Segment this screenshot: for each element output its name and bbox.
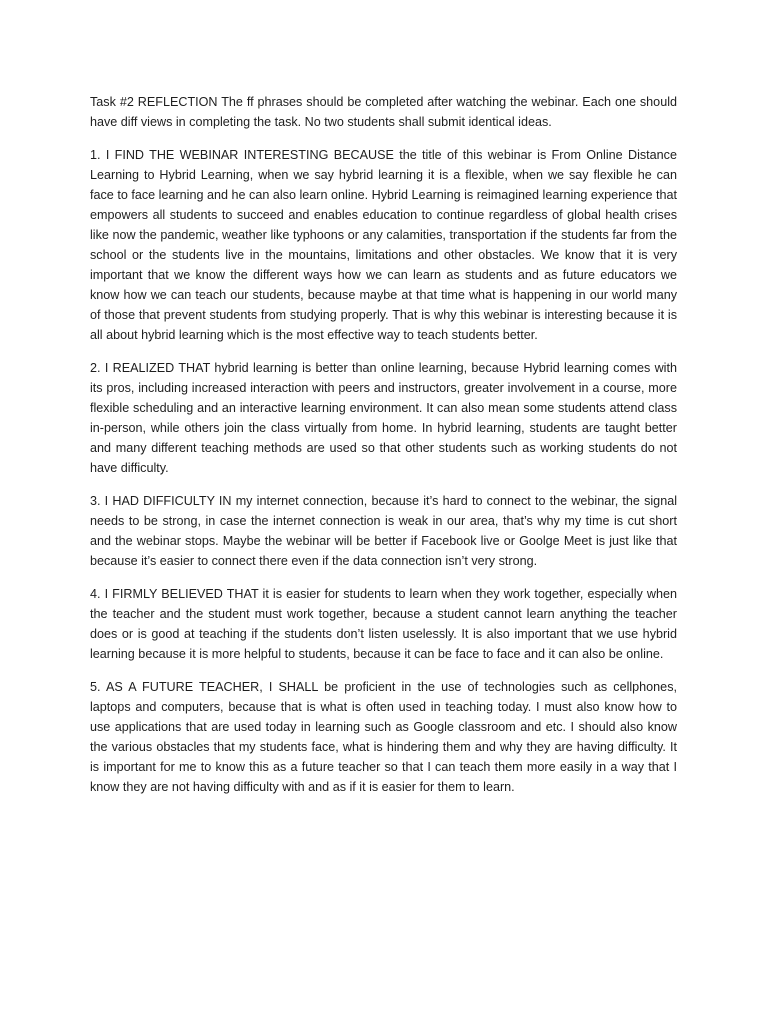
reflection-item-4-paragraph: 4. I FIRMLY BELIEVED THAT it is easier for students to learn when they work together, especially when the teacher and the student must work together, because a student cannot learn anything the teacher does or is good at teaching if the students don’t listen uselessly. It is also important that we use hybrid learning because it is more helpful to students, because it can be face to face and it can also be online. <box>90 587 677 661</box>
reflection-item-3-paragraph: 3. I HAD DIFFICULTY IN my internet connection, because it’s hard to connect to the webinar, the signal needs to be strong, in case the internet connection is weak in our area, that’s why my time is cut short and the webinar stops. Maybe the webinar will be better if Facebook live or Goolge Meet is just like that because it’s easier to connect there even if the data connection isn’t very strong. <box>90 494 677 568</box>
reflection-item-2-paragraph: 2. I REALIZED THAT hybrid learning is better than online learning, because Hybrid learning comes with its pros, including increased interaction with peers and instructors, greater involvement in a course, more flexible scheduling and an interactive learning environment. It can also mean some students attend class in-person, while others join the class virtually from home. In hybrid learning, students are taught better and many different teaching methods are used so that other students such as working students do not have difficulty. <box>90 361 677 475</box>
task-instructions-paragraph: Task #2 REFLECTION The ff phrases should be completed after watching the webinar. Each one should have diff views in completing the task. No two students shall submit identical ideas. <box>90 95 677 129</box>
reflection-item-1-paragraph: 1. I FIND THE WEBINAR INTERESTING BECAUSE the title of this webinar is From Online Distance Learning to Hybrid Learning, when we say hybrid learning it is a flexible, when we say flexible he can face to face learning and he can also learn online. Hybrid Learning is reimagined learning experience that empowers all students to succeed and enables education to continue regardless of global health crises like now the pandemic, weather like typhoons or any calamities, transportation if the students far from the school or the students live in the mountains, limitations and other obstacles. We know that it is very important that we know the different ways how we can learn as students and as future educators we know how we can teach our students, because maybe at that time what is happening in our world many of those that prevent students from studying properly. That is why this webinar is interesting because it is all about hybrid learning which is the most effective way to teach students better. <box>90 148 677 342</box>
document-body <box>90 92 677 810</box>
reflection-item-5-paragraph: 5. AS A FUTURE TEACHER, I SHALL be proficient in the use of technologies such as cellphones, laptops and computers, because that is what is often used in teaching today. I must also know how to use applications that are used today in learning such as Google classroom and etc. I should also know the various obstacles that my students face, what is hindering them and why they are having difficulty. It is important for me to know this as a future teacher so that I can teach them more easily in a way that I know they are not having difficulty with and as if it is easier for them to learn. <box>90 680 677 794</box>
